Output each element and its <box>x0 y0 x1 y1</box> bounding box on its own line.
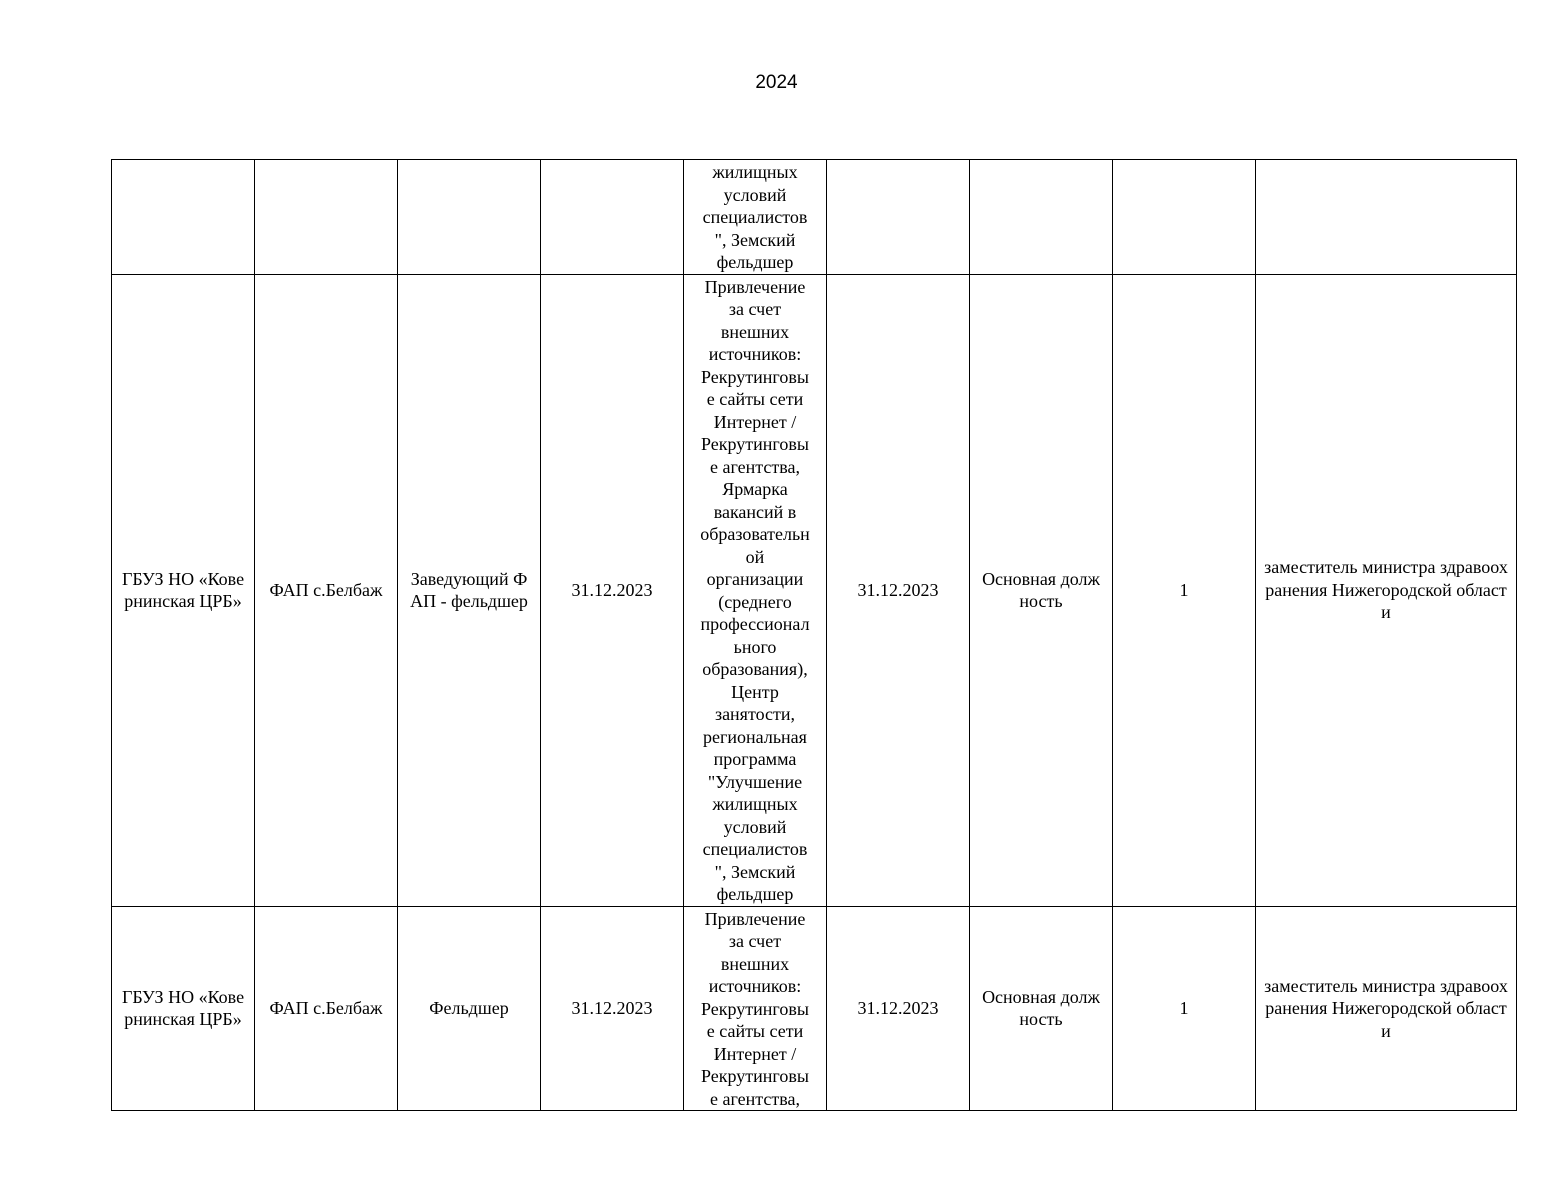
method-line: е агентства, <box>710 456 800 477</box>
date-cell: 31.12.2023 <box>541 274 684 906</box>
method-line: жилищных <box>712 794 798 814</box>
method-line: фельдшер <box>716 252 794 272</box>
employment-type-cell: Основная должность <box>970 274 1113 906</box>
method-line: Центр <box>731 681 779 702</box>
method-line: Интернет / <box>713 1043 797 1064</box>
method-line: ", Земский <box>714 229 796 250</box>
method-cell <box>684 160 827 275</box>
method-line: фельдшер <box>716 884 794 904</box>
method-line: условий <box>723 816 787 837</box>
method-line: условий <box>723 184 787 205</box>
method-line: "Улучшение <box>707 771 803 792</box>
method-line: жилищных <box>712 162 798 182</box>
method-line: внешних <box>720 953 790 974</box>
deadline-cell: 31.12.2023 <box>827 274 970 906</box>
count-cell <box>1113 160 1256 275</box>
responsible-cell: заместитель министра здравоохранения Нижегородской области <box>1256 274 1517 906</box>
deadline-cell <box>827 160 970 275</box>
department-cell: ФАП с.Белбаж <box>255 274 398 906</box>
table-row <box>112 160 1517 275</box>
employment-type-cell <box>970 160 1113 275</box>
table-body <box>112 160 1517 1111</box>
method-line: Рекрутинговы <box>701 366 809 387</box>
method-line: Рекрутинговы <box>701 434 809 454</box>
method-line: за счет <box>728 299 782 319</box>
method-line: Интернет / <box>713 411 797 432</box>
method-line: организации <box>706 569 804 589</box>
method-cell <box>684 906 827 1111</box>
count-cell: 1 <box>1113 906 1256 1111</box>
method-line: Привлечение <box>704 276 806 297</box>
table-row <box>112 906 1517 1111</box>
responsible-cell <box>1256 160 1517 275</box>
method-line: программа <box>713 749 797 769</box>
method-line: образовательн <box>700 524 810 544</box>
method-line: образования), <box>702 659 808 679</box>
method-line: Рекрутинговы <box>701 1066 809 1086</box>
deadline-cell: 31.12.2023 <box>827 906 970 1111</box>
page-header-year: 2024 <box>755 72 798 93</box>
date-cell <box>541 160 684 275</box>
method-cell <box>684 274 827 906</box>
method-line: специалистов <box>702 207 808 227</box>
method-line: вакансий в <box>713 501 797 522</box>
position-cell: Фельдшер <box>398 906 541 1111</box>
responsible-cell: заместитель министра здравоохранения Нижегородской области <box>1256 906 1517 1111</box>
method-line: региональная <box>703 726 807 747</box>
date-cell: 31.12.2023 <box>541 906 684 1111</box>
method-line: е агентства, <box>710 1088 800 1109</box>
method-line: Рекрутинговы <box>701 998 809 1019</box>
department-cell <box>255 160 398 275</box>
method-line: источников: <box>708 976 802 996</box>
institution-cell: ГБУЗ НО «Ковернинская ЦРБ» <box>112 906 255 1111</box>
method-line: специалистов <box>702 839 808 859</box>
method-line: ьного <box>733 636 777 657</box>
institution-cell: ГБУЗ НО «Ковернинская ЦРБ» <box>112 274 255 906</box>
method-line: профессионал <box>700 614 810 634</box>
method-line: Привлечение <box>704 908 806 929</box>
method-line: е сайты сети <box>706 389 804 409</box>
method-line: занятости, <box>714 704 796 724</box>
institution-cell <box>112 160 255 275</box>
method-line: за счет <box>728 931 782 951</box>
method-line: внешних <box>720 321 790 342</box>
method-line: Ярмарка <box>722 479 788 499</box>
department-cell: ФАП с.Белбаж <box>255 906 398 1111</box>
method-line: ", Земский <box>714 861 796 882</box>
position-cell <box>398 160 541 275</box>
count-cell: 1 <box>1113 274 1256 906</box>
position-cell: Заведующий ФАП - фельдшер <box>398 274 541 906</box>
method-line: (среднего <box>718 591 792 612</box>
method-line: источников: <box>708 344 802 364</box>
vacancy-table <box>111 159 1517 1111</box>
employment-type-cell: Основная должность <box>970 906 1113 1111</box>
method-line: ой <box>745 546 765 567</box>
method-line: е сайты сети <box>706 1021 804 1041</box>
table-row <box>112 274 1517 906</box>
